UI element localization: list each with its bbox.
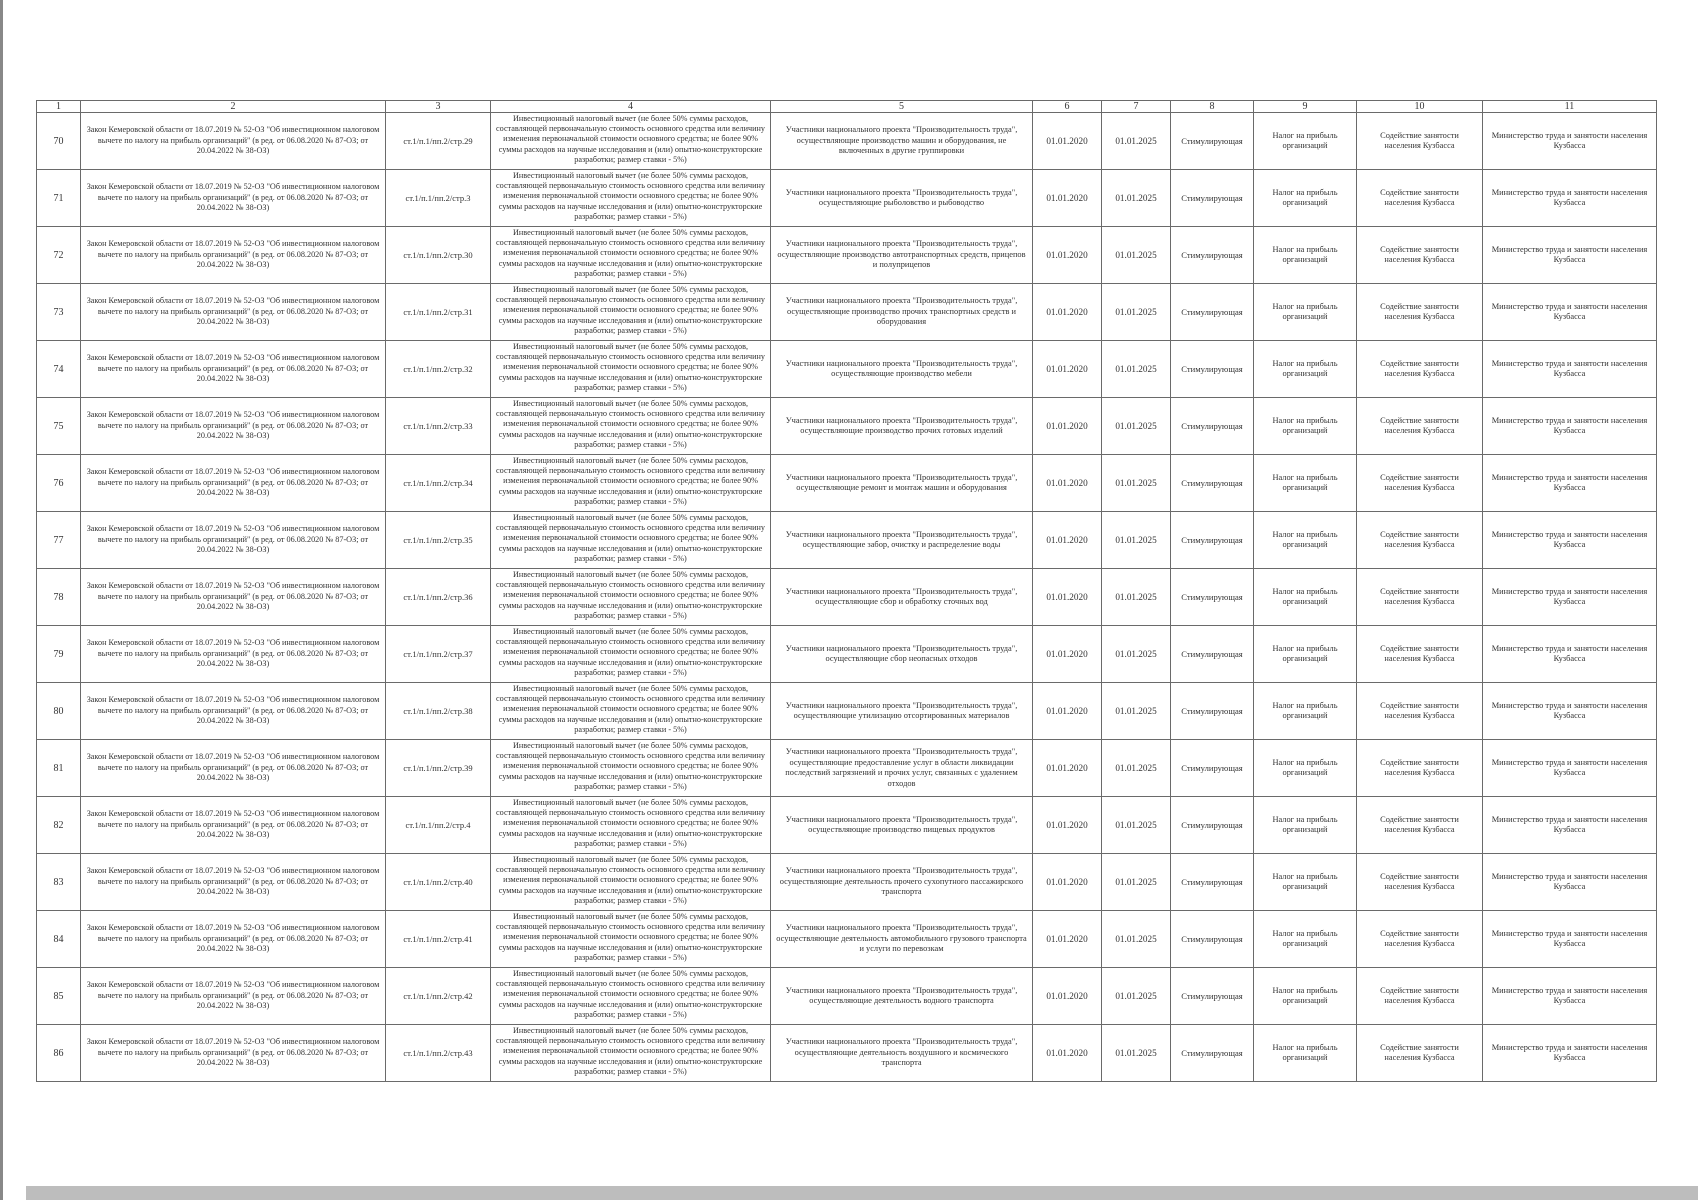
benefit-description-cell: Инвестиционный налоговый вычет (не более 50% суммы расходов, составляющей первоначальную стоимость основного средства или величину изменения первоначальной стоимости основного средства; не более 90% суммы расходов на научные исследования и (или) опытно-конструкторские разработки; размер ставки - 5%) [491, 170, 771, 227]
tax-name-cell: Налог на прибыль организаций [1254, 626, 1357, 683]
tax-name-cell: Налог на прибыль организаций [1254, 113, 1357, 170]
benefit-description-cell: Инвестиционный налоговый вычет (не более 50% суммы расходов, составляющей первоначальную стоимость основного средства или величину изменения первоначальной стоимости основного средства; не более 90% суммы расходов на научные исследования и (или) опытно-конструкторские разработки; размер ставки - 5%) [491, 569, 771, 626]
goal-cell: Содействие занятости населения Кузбасса [1357, 797, 1483, 854]
table-row [37, 113, 1657, 170]
row-number-cell: 75 [37, 398, 81, 455]
article-reference-cell: ст.1/п.1/пп.2/стр.30 [386, 227, 491, 284]
curator-cell: Министерство труда и занятости населения Кузбасса [1483, 341, 1657, 398]
table-row [37, 911, 1657, 968]
row-number-cell: 71 [37, 170, 81, 227]
row-number-cell: 84 [37, 911, 81, 968]
header-cell: 3 [386, 101, 491, 113]
row-number-cell: 74 [37, 341, 81, 398]
article-reference-cell: ст.1/п.1/пп.2/стр.32 [386, 341, 491, 398]
curator-cell: Министерство труда и занятости населения Кузбасса [1483, 740, 1657, 797]
start-date-cell: 01.01.2020 [1033, 854, 1102, 911]
participants-cell: Участники национального проекта "Производительность труда", осуществляющие производство пищевых продуктов [771, 797, 1033, 854]
law-reference-cell: Закон Кемеровской области от 18.07.2019 № 52-ОЗ "Об инвестиционном налоговом вычете по налогу на прибыль организаций" (в ред. от 06.08.2020 № 87-ОЗ; от 20.04.2022 № 38-ОЗ) [81, 797, 386, 854]
article-reference-cell: ст.1/п.1/пп.2/стр.42 [386, 968, 491, 1025]
law-reference-cell: Закон Кемеровской области от 18.07.2019 № 52-ОЗ "Об инвестиционном налоговом вычете по налогу на прибыль организаций" (в ред. от 06.08.2020 № 87-ОЗ; от 20.04.2022 № 38-ОЗ) [81, 341, 386, 398]
participants-cell: Участники национального проекта "Производительность труда", осуществляющие производство мебели [771, 341, 1033, 398]
table-row [37, 227, 1657, 284]
row-number-cell: 70 [37, 113, 81, 170]
row-number-cell: 77 [37, 512, 81, 569]
end-date-cell: 01.01.2025 [1102, 113, 1171, 170]
row-number-cell: 85 [37, 968, 81, 1025]
participants-cell: Участники национального проекта "Производительность труда", осуществляющие производство машин и оборудования, не включенных в другие группировки [771, 113, 1033, 170]
law-reference-cell: Закон Кемеровской области от 18.07.2019 № 52-ОЗ "Об инвестиционном налоговом вычете по налогу на прибыль организаций" (в ред. от 06.08.2020 № 87-ОЗ; от 20.04.2022 № 38-ОЗ) [81, 569, 386, 626]
tax-name-cell: Налог на прибыль организаций [1254, 968, 1357, 1025]
table-row [37, 1025, 1657, 1082]
start-date-cell: 01.01.2020 [1033, 626, 1102, 683]
end-date-cell: 01.01.2025 [1102, 626, 1171, 683]
law-reference-cell: Закон Кемеровской области от 18.07.2019 № 52-ОЗ "Об инвестиционном налоговом вычете по налогу на прибыль организаций" (в ред. от 06.08.2020 № 87-ОЗ; от 20.04.2022 № 38-ОЗ) [81, 911, 386, 968]
curator-cell: Министерство труда и занятости населения Кузбасса [1483, 797, 1657, 854]
benefit-type-cell: Стимулирующая [1171, 113, 1254, 170]
benefit-type-cell: Стимулирующая [1171, 968, 1254, 1025]
article-reference-cell: ст.1/п.1/пп.2/стр.39 [386, 740, 491, 797]
start-date-cell: 01.01.2020 [1033, 740, 1102, 797]
benefit-description-cell: Инвестиционный налоговый вычет (не более 50% суммы расходов, составляющей первоначальную стоимость основного средства или величину изменения первоначальной стоимости основного средства; не более 90% суммы расходов на научные исследования и (или) опытно-конструкторские разработки; размер ставки - 5%) [491, 683, 771, 740]
benefit-type-cell: Стимулирующая [1171, 626, 1254, 683]
benefit-description-cell: Инвестиционный налоговый вычет (не более 50% суммы расходов, составляющей первоначальную стоимость основного средства или величину изменения первоначальной стоимости основного средства; не более 90% суммы расходов на научные исследования и (или) опытно-конструкторские разработки; размер ставки - 5%) [491, 284, 771, 341]
law-reference-cell: Закон Кемеровской области от 18.07.2019 № 52-ОЗ "Об инвестиционном налоговом вычете по налогу на прибыль организаций" (в ред. от 06.08.2020 № 87-ОЗ; от 20.04.2022 № 38-ОЗ) [81, 227, 386, 284]
benefit-description-cell: Инвестиционный налоговый вычет (не более 50% суммы расходов, составляющей первоначальную стоимость основного средства или величину изменения первоначальной стоимости основного средства; не более 90% суммы расходов на научные исследования и (или) опытно-конструкторские разработки; размер ставки - 5%) [491, 341, 771, 398]
participants-cell: Участники национального проекта "Производительность труда", осуществляющие деятельность водного транспорта [771, 968, 1033, 1025]
tax-name-cell: Налог на прибыль организаций [1254, 170, 1357, 227]
benefit-description-cell: Инвестиционный налоговый вычет (не более 50% суммы расходов, составляющей первоначальную стоимость основного средства или величину изменения первоначальной стоимости основного средства; не более 90% суммы расходов на научные исследования и (или) опытно-конструкторские разработки; размер ставки - 5%) [491, 968, 771, 1025]
article-reference-cell: ст.1/п.1/пп.2/стр.43 [386, 1025, 491, 1082]
header-cell: 5 [771, 101, 1033, 113]
benefit-description-cell: Инвестиционный налоговый вычет (не более 50% суммы расходов, составляющей первоначальную стоимость основного средства или величину изменения первоначальной стоимости основного средства; не более 90% суммы расходов на научные исследования и (или) опытно-конструкторские разработки; размер ставки - 5%) [491, 227, 771, 284]
end-date-cell: 01.01.2025 [1102, 854, 1171, 911]
table-row [37, 455, 1657, 512]
law-reference-cell: Закон Кемеровской области от 18.07.2019 № 52-ОЗ "Об инвестиционном налоговом вычете по налогу на прибыль организаций" (в ред. от 06.08.2020 № 87-ОЗ; от 20.04.2022 № 38-ОЗ) [81, 626, 386, 683]
table-row [37, 968, 1657, 1025]
benefit-description-cell: Инвестиционный налоговый вычет (не более 50% суммы расходов, составляющей первоначальную стоимость основного средства или величину изменения первоначальной стоимости основного средства; не более 90% суммы расходов на научные исследования и (или) опытно-конструкторские разработки; размер ставки - 5%) [491, 512, 771, 569]
article-reference-cell: ст.1/п.1/пп.2/стр.31 [386, 284, 491, 341]
benefit-type-cell: Стимулирующая [1171, 797, 1254, 854]
benefit-type-cell: Стимулирующая [1171, 512, 1254, 569]
goal-cell: Содействие занятости населения Кузбасса [1357, 398, 1483, 455]
benefit-type-cell: Стимулирующая [1171, 569, 1254, 626]
header-cell: 11 [1483, 101, 1657, 113]
participants-cell: Участники национального проекта "Производительность труда", осуществляющие деятельность автомобильного грузового транспорта и услуги по перевозкам [771, 911, 1033, 968]
benefit-type-cell: Стимулирующая [1171, 854, 1254, 911]
curator-cell: Министерство труда и занятости населения Кузбасса [1483, 968, 1657, 1025]
start-date-cell: 01.01.2020 [1033, 512, 1102, 569]
article-reference-cell: ст.1/п.1/пп.2/стр.37 [386, 626, 491, 683]
tax-name-cell: Налог на прибыль организаций [1254, 455, 1357, 512]
curator-cell: Министерство труда и занятости населения Кузбасса [1483, 113, 1657, 170]
end-date-cell: 01.01.2025 [1102, 455, 1171, 512]
start-date-cell: 01.01.2020 [1033, 170, 1102, 227]
end-date-cell: 01.01.2025 [1102, 740, 1171, 797]
curator-cell: Министерство труда и занятости населения Кузбасса [1483, 398, 1657, 455]
participants-cell: Участники национального проекта "Производительность труда", осуществляющие деятельность воздушного и космического транспорта [771, 1025, 1033, 1082]
row-number-cell: 83 [37, 854, 81, 911]
benefit-type-cell: Стимулирующая [1171, 740, 1254, 797]
table-row [37, 170, 1657, 227]
header-cell: 6 [1033, 101, 1102, 113]
benefit-type-cell: Стимулирующая [1171, 683, 1254, 740]
benefit-type-cell: Стимулирующая [1171, 170, 1254, 227]
article-reference-cell: ст.1/п.1/пп.2/стр.36 [386, 569, 491, 626]
article-reference-cell: ст.1/п.1/пп.2/стр.40 [386, 854, 491, 911]
start-date-cell: 01.01.2020 [1033, 284, 1102, 341]
benefit-description-cell: Инвестиционный налоговый вычет (не более 50% суммы расходов, составляющей первоначальную стоимость основного средства или величину изменения первоначальной стоимости основного средства; не более 90% суммы расходов на научные исследования и (или) опытно-конструкторские разработки; размер ставки - 5%) [491, 854, 771, 911]
start-date-cell: 01.01.2020 [1033, 455, 1102, 512]
tax-name-cell: Налог на прибыль организаций [1254, 797, 1357, 854]
table-row [37, 683, 1657, 740]
article-reference-cell: ст.1/п.1/пп.2/стр.35 [386, 512, 491, 569]
curator-cell: Министерство труда и занятости населения Кузбасса [1483, 626, 1657, 683]
header-cell: 1 [37, 101, 81, 113]
end-date-cell: 01.01.2025 [1102, 512, 1171, 569]
start-date-cell: 01.01.2020 [1033, 1025, 1102, 1082]
start-date-cell: 01.01.2020 [1033, 398, 1102, 455]
article-reference-cell: ст.1/п.1/пп.2/стр.41 [386, 911, 491, 968]
goal-cell: Содействие занятости населения Кузбасса [1357, 569, 1483, 626]
start-date-cell: 01.01.2020 [1033, 911, 1102, 968]
tax-name-cell: Налог на прибыль организаций [1254, 911, 1357, 968]
tax-name-cell: Налог на прибыль организаций [1254, 1025, 1357, 1082]
goal-cell: Содействие занятости населения Кузбасса [1357, 968, 1483, 1025]
participants-cell: Участники национального проекта "Производительность труда", осуществляющие ремонт и монтаж машин и оборудования [771, 455, 1033, 512]
participants-cell: Участники национального проекта "Производительность труда", осуществляющие забор, очистку и распределение воды [771, 512, 1033, 569]
participants-cell: Участники национального проекта "Производительность труда", осуществляющие рыболовство и рыбоводство [771, 170, 1033, 227]
curator-cell: Министерство труда и занятости населения Кузбасса [1483, 1025, 1657, 1082]
curator-cell: Министерство труда и занятости населения Кузбасса [1483, 911, 1657, 968]
table-row [37, 284, 1657, 341]
law-reference-cell: Закон Кемеровской области от 18.07.2019 № 52-ОЗ "Об инвестиционном налоговом вычете по налогу на прибыль организаций" (в ред. от 06.08.2020 № 87-ОЗ; от 20.04.2022 № 38-ОЗ) [81, 170, 386, 227]
article-reference-cell: ст.1/п.1/пп.2/стр.38 [386, 683, 491, 740]
benefit-type-cell: Стимулирующая [1171, 227, 1254, 284]
law-reference-cell: Закон Кемеровской области от 18.07.2019 № 52-ОЗ "Об инвестиционном налоговом вычете по налогу на прибыль организаций" (в ред. от 06.08.2020 № 87-ОЗ; от 20.04.2022 № 38-ОЗ) [81, 740, 386, 797]
law-reference-cell: Закон Кемеровской области от 18.07.2019 № 52-ОЗ "Об инвестиционном налоговом вычете по налогу на прибыль организаций" (в ред. от 06.08.2020 № 87-ОЗ; от 20.04.2022 № 38-ОЗ) [81, 854, 386, 911]
benefit-description-cell: Инвестиционный налоговый вычет (не более 50% суммы расходов, составляющей первоначальную стоимость основного средства или величину изменения первоначальной стоимости основного средства; не более 90% суммы расходов на научные исследования и (или) опытно-конструкторские разработки; размер ставки - 5%) [491, 1025, 771, 1082]
row-number-cell: 78 [37, 569, 81, 626]
benefit-description-cell: Инвестиционный налоговый вычет (не более 50% суммы расходов, составляющей первоначальную стоимость основного средства или величину изменения первоначальной стоимости основного средства; не более 90% суммы расходов на научные исследования и (или) опытно-конструкторские разработки; размер ставки - 5%) [491, 398, 771, 455]
header-cell: 4 [491, 101, 771, 113]
scan-left-edge [0, 0, 3, 1200]
table-row [37, 740, 1657, 797]
law-reference-cell: Закон Кемеровской области от 18.07.2019 № 52-ОЗ "Об инвестиционном налоговом вычете по налогу на прибыль организаций" (в ред. от 06.08.2020 № 87-ОЗ; от 20.04.2022 № 38-ОЗ) [81, 1025, 386, 1082]
tax-name-cell: Налог на прибыль организаций [1254, 341, 1357, 398]
start-date-cell: 01.01.2020 [1033, 797, 1102, 854]
start-date-cell: 01.01.2020 [1033, 341, 1102, 398]
law-reference-cell: Закон Кемеровской области от 18.07.2019 № 52-ОЗ "Об инвестиционном налоговом вычете по налогу на прибыль организаций" (в ред. от 06.08.2020 № 87-ОЗ; от 20.04.2022 № 38-ОЗ) [81, 968, 386, 1025]
participants-cell: Участники национального проекта "Производительность труда", осуществляющие деятельность прочего сухопутного пассажирского транспорта [771, 854, 1033, 911]
benefit-type-cell: Стимулирующая [1171, 911, 1254, 968]
tax-name-cell: Налог на прибыль организаций [1254, 512, 1357, 569]
table-row [37, 569, 1657, 626]
row-number-cell: 80 [37, 683, 81, 740]
law-reference-cell: Закон Кемеровской области от 18.07.2019 № 52-ОЗ "Об инвестиционном налоговом вычете по налогу на прибыль организаций" (в ред. от 06.08.2020 № 87-ОЗ; от 20.04.2022 № 38-ОЗ) [81, 398, 386, 455]
row-number-cell: 73 [37, 284, 81, 341]
table-body [37, 113, 1657, 1082]
start-date-cell: 01.01.2020 [1033, 113, 1102, 170]
goal-cell: Содействие занятости населения Кузбасса [1357, 455, 1483, 512]
benefit-type-cell: Стимулирующая [1171, 284, 1254, 341]
benefit-type-cell: Стимулирующая [1171, 341, 1254, 398]
goal-cell: Содействие занятости населения Кузбасса [1357, 911, 1483, 968]
row-number-cell: 82 [37, 797, 81, 854]
column-number-header [37, 101, 1657, 113]
benefit-description-cell: Инвестиционный налоговый вычет (не более 50% суммы расходов, составляющей первоначальную стоимость основного средства или величину изменения первоначальной стоимости основного средства; не более 90% суммы расходов на научные исследования и (или) опытно-конструкторские разработки; размер ставки - 5%) [491, 797, 771, 854]
goal-cell: Содействие занятости населения Кузбасса [1357, 512, 1483, 569]
law-reference-cell: Закон Кемеровской области от 18.07.2019 № 52-ОЗ "Об инвестиционном налоговом вычете по налогу на прибыль организаций" (в ред. от 06.08.2020 № 87-ОЗ; от 20.04.2022 № 38-ОЗ) [81, 284, 386, 341]
benefit-description-cell: Инвестиционный налоговый вычет (не более 50% суммы расходов, составляющей первоначальную стоимость основного средства или величину изменения первоначальной стоимости основного средства; не более 90% суммы расходов на научные исследования и (или) опытно-конструкторские разработки; размер ставки - 5%) [491, 455, 771, 512]
benefit-description-cell: Инвестиционный налоговый вычет (не более 50% суммы расходов, составляющей первоначальную стоимость основного средства или величину изменения первоначальной стоимости основного средства; не более 90% суммы расходов на научные исследования и (или) опытно-конструкторские разработки; размер ставки - 5%) [491, 626, 771, 683]
participants-cell: Участники национального проекта "Производительность труда", осуществляющие производство автотранспортных средств, прицепов и полуприцепов [771, 227, 1033, 284]
benefit-type-cell: Стимулирующая [1171, 455, 1254, 512]
table-row [37, 398, 1657, 455]
start-date-cell: 01.01.2020 [1033, 227, 1102, 284]
article-reference-cell: ст.1/п.1/пп.2/стр.33 [386, 398, 491, 455]
law-reference-cell: Закон Кемеровской области от 18.07.2019 № 52-ОЗ "Об инвестиционном налоговом вычете по налогу на прибыль организаций" (в ред. от 06.08.2020 № 87-ОЗ; от 20.04.2022 № 38-ОЗ) [81, 683, 386, 740]
table-row [37, 854, 1657, 911]
start-date-cell: 01.01.2020 [1033, 683, 1102, 740]
end-date-cell: 01.01.2025 [1102, 911, 1171, 968]
tax-name-cell: Налог на прибыль организаций [1254, 284, 1357, 341]
tax-benefits-table [36, 100, 1657, 1082]
header-cell: 9 [1254, 101, 1357, 113]
end-date-cell: 01.01.2025 [1102, 284, 1171, 341]
benefit-description-cell: Инвестиционный налоговый вычет (не более 50% суммы расходов, составляющей первоначальную стоимость основного средства или величину изменения первоначальной стоимости основного средства; не более 90% суммы расходов на научные исследования и (или) опытно-конструкторские разработки; размер ставки - 5%) [491, 113, 771, 170]
tax-name-cell: Налог на прибыль организаций [1254, 854, 1357, 911]
document-sheet [36, 100, 1656, 1082]
participants-cell: Участники национального проекта "Производительность труда", осуществляющие сбор неопасных отходов [771, 626, 1033, 683]
curator-cell: Министерство труда и занятости населения Кузбасса [1483, 854, 1657, 911]
end-date-cell: 01.01.2025 [1102, 797, 1171, 854]
row-number-cell: 81 [37, 740, 81, 797]
goal-cell: Содействие занятости населения Кузбасса [1357, 683, 1483, 740]
tax-name-cell: Налог на прибыль организаций [1254, 740, 1357, 797]
table-row [37, 797, 1657, 854]
header-cell: 7 [1102, 101, 1171, 113]
participants-cell: Участники национального проекта "Производительность труда", осуществляющие утилизацию отсортированных материалов [771, 683, 1033, 740]
tax-name-cell: Налог на прибыль организаций [1254, 227, 1357, 284]
participants-cell: Участники национального проекта "Производительность труда", осуществляющие производство прочих транспортных средств и оборудования [771, 284, 1033, 341]
law-reference-cell: Закон Кемеровской области от 18.07.2019 № 52-ОЗ "Об инвестиционном налоговом вычете по налогу на прибыль организаций" (в ред. от 06.08.2020 № 87-ОЗ; от 20.04.2022 № 38-ОЗ) [81, 455, 386, 512]
header-cell: 2 [81, 101, 386, 113]
article-reference-cell: ст.1/п.1/пп.2/стр.34 [386, 455, 491, 512]
header-cell: 8 [1171, 101, 1254, 113]
end-date-cell: 01.01.2025 [1102, 341, 1171, 398]
curator-cell: Министерство труда и занятости населения Кузбасса [1483, 170, 1657, 227]
end-date-cell: 01.01.2025 [1102, 683, 1171, 740]
goal-cell: Содействие занятости населения Кузбасса [1357, 740, 1483, 797]
end-date-cell: 01.01.2025 [1102, 968, 1171, 1025]
benefit-description-cell: Инвестиционный налоговый вычет (не более 50% суммы расходов, составляющей первоначальную стоимость основного средства или величину изменения первоначальной стоимости основного средства; не более 90% суммы расходов на научные исследования и (или) опытно-конструкторские разработки; размер ставки - 5%) [491, 740, 771, 797]
goal-cell: Содействие занятости населения Кузбасса [1357, 284, 1483, 341]
curator-cell: Министерство труда и занятости населения Кузбасса [1483, 455, 1657, 512]
goal-cell: Содействие занятости населения Кузбасса [1357, 626, 1483, 683]
row-number-cell: 72 [37, 227, 81, 284]
participants-cell: Участники национального проекта "Производительность труда", осуществляющие предоставление услуг в области ликвидации последствий загрязнений и прочих услуг, связанных с удалением отходов [771, 740, 1033, 797]
table-row [37, 626, 1657, 683]
law-reference-cell: Закон Кемеровской области от 18.07.2019 № 52-ОЗ "Об инвестиционном налоговом вычете по налогу на прибыль организаций" (в ред. от 06.08.2020 № 87-ОЗ; от 20.04.2022 № 38-ОЗ) [81, 512, 386, 569]
table-row [37, 512, 1657, 569]
end-date-cell: 01.01.2025 [1102, 1025, 1171, 1082]
end-date-cell: 01.01.2025 [1102, 398, 1171, 455]
goal-cell: Содействие занятости населения Кузбасса [1357, 227, 1483, 284]
law-reference-cell: Закон Кемеровской области от 18.07.2019 № 52-ОЗ "Об инвестиционном налоговом вычете по налогу на прибыль организаций" (в ред. от 06.08.2020 № 87-ОЗ; от 20.04.2022 № 38-ОЗ) [81, 113, 386, 170]
header-cell: 10 [1357, 101, 1483, 113]
tax-name-cell: Налог на прибыль организаций [1254, 569, 1357, 626]
benefit-description-cell: Инвестиционный налоговый вычет (не более 50% суммы расходов, составляющей первоначальную стоимость основного средства или величину изменения первоначальной стоимости основного средства; не более 90% суммы расходов на научные исследования и (или) опытно-конструкторские разработки; размер ставки - 5%) [491, 911, 771, 968]
goal-cell: Содействие занятости населения Кузбасса [1357, 1025, 1483, 1082]
start-date-cell: 01.01.2020 [1033, 968, 1102, 1025]
scan-bottom-bar [26, 1186, 1698, 1200]
tax-name-cell: Налог на прибыль организаций [1254, 398, 1357, 455]
benefit-type-cell: Стимулирующая [1171, 1025, 1254, 1082]
goal-cell: Содействие занятости населения Кузбасса [1357, 341, 1483, 398]
tax-name-cell: Налог на прибыль организаций [1254, 683, 1357, 740]
goal-cell: Содействие занятости населения Кузбасса [1357, 170, 1483, 227]
article-reference-cell: ст.1/п.1/пп.2/стр.3 [386, 170, 491, 227]
curator-cell: Министерство труда и занятости населения Кузбасса [1483, 227, 1657, 284]
benefit-type-cell: Стимулирующая [1171, 398, 1254, 455]
article-reference-cell: ст.1/п.1/пп.2/стр.4 [386, 797, 491, 854]
article-reference-cell: ст.1/п.1/пп.2/стр.29 [386, 113, 491, 170]
table-row [37, 341, 1657, 398]
end-date-cell: 01.01.2025 [1102, 227, 1171, 284]
curator-cell: Министерство труда и занятости населения Кузбасса [1483, 284, 1657, 341]
start-date-cell: 01.01.2020 [1033, 569, 1102, 626]
goal-cell: Содействие занятости населения Кузбасса [1357, 854, 1483, 911]
participants-cell: Участники национального проекта "Производительность труда", осуществляющие производство прочих готовых изделий [771, 398, 1033, 455]
participants-cell: Участники национального проекта "Производительность труда", осуществляющие сбор и обработку сточных вод [771, 569, 1033, 626]
row-number-cell: 79 [37, 626, 81, 683]
row-number-cell: 76 [37, 455, 81, 512]
row-number-cell: 86 [37, 1025, 81, 1082]
goal-cell: Содействие занятости населения Кузбасса [1357, 113, 1483, 170]
curator-cell: Министерство труда и занятости населения Кузбасса [1483, 569, 1657, 626]
curator-cell: Министерство труда и занятости населения Кузбасса [1483, 512, 1657, 569]
curator-cell: Министерство труда и занятости населения Кузбасса [1483, 683, 1657, 740]
end-date-cell: 01.01.2025 [1102, 170, 1171, 227]
end-date-cell: 01.01.2025 [1102, 569, 1171, 626]
